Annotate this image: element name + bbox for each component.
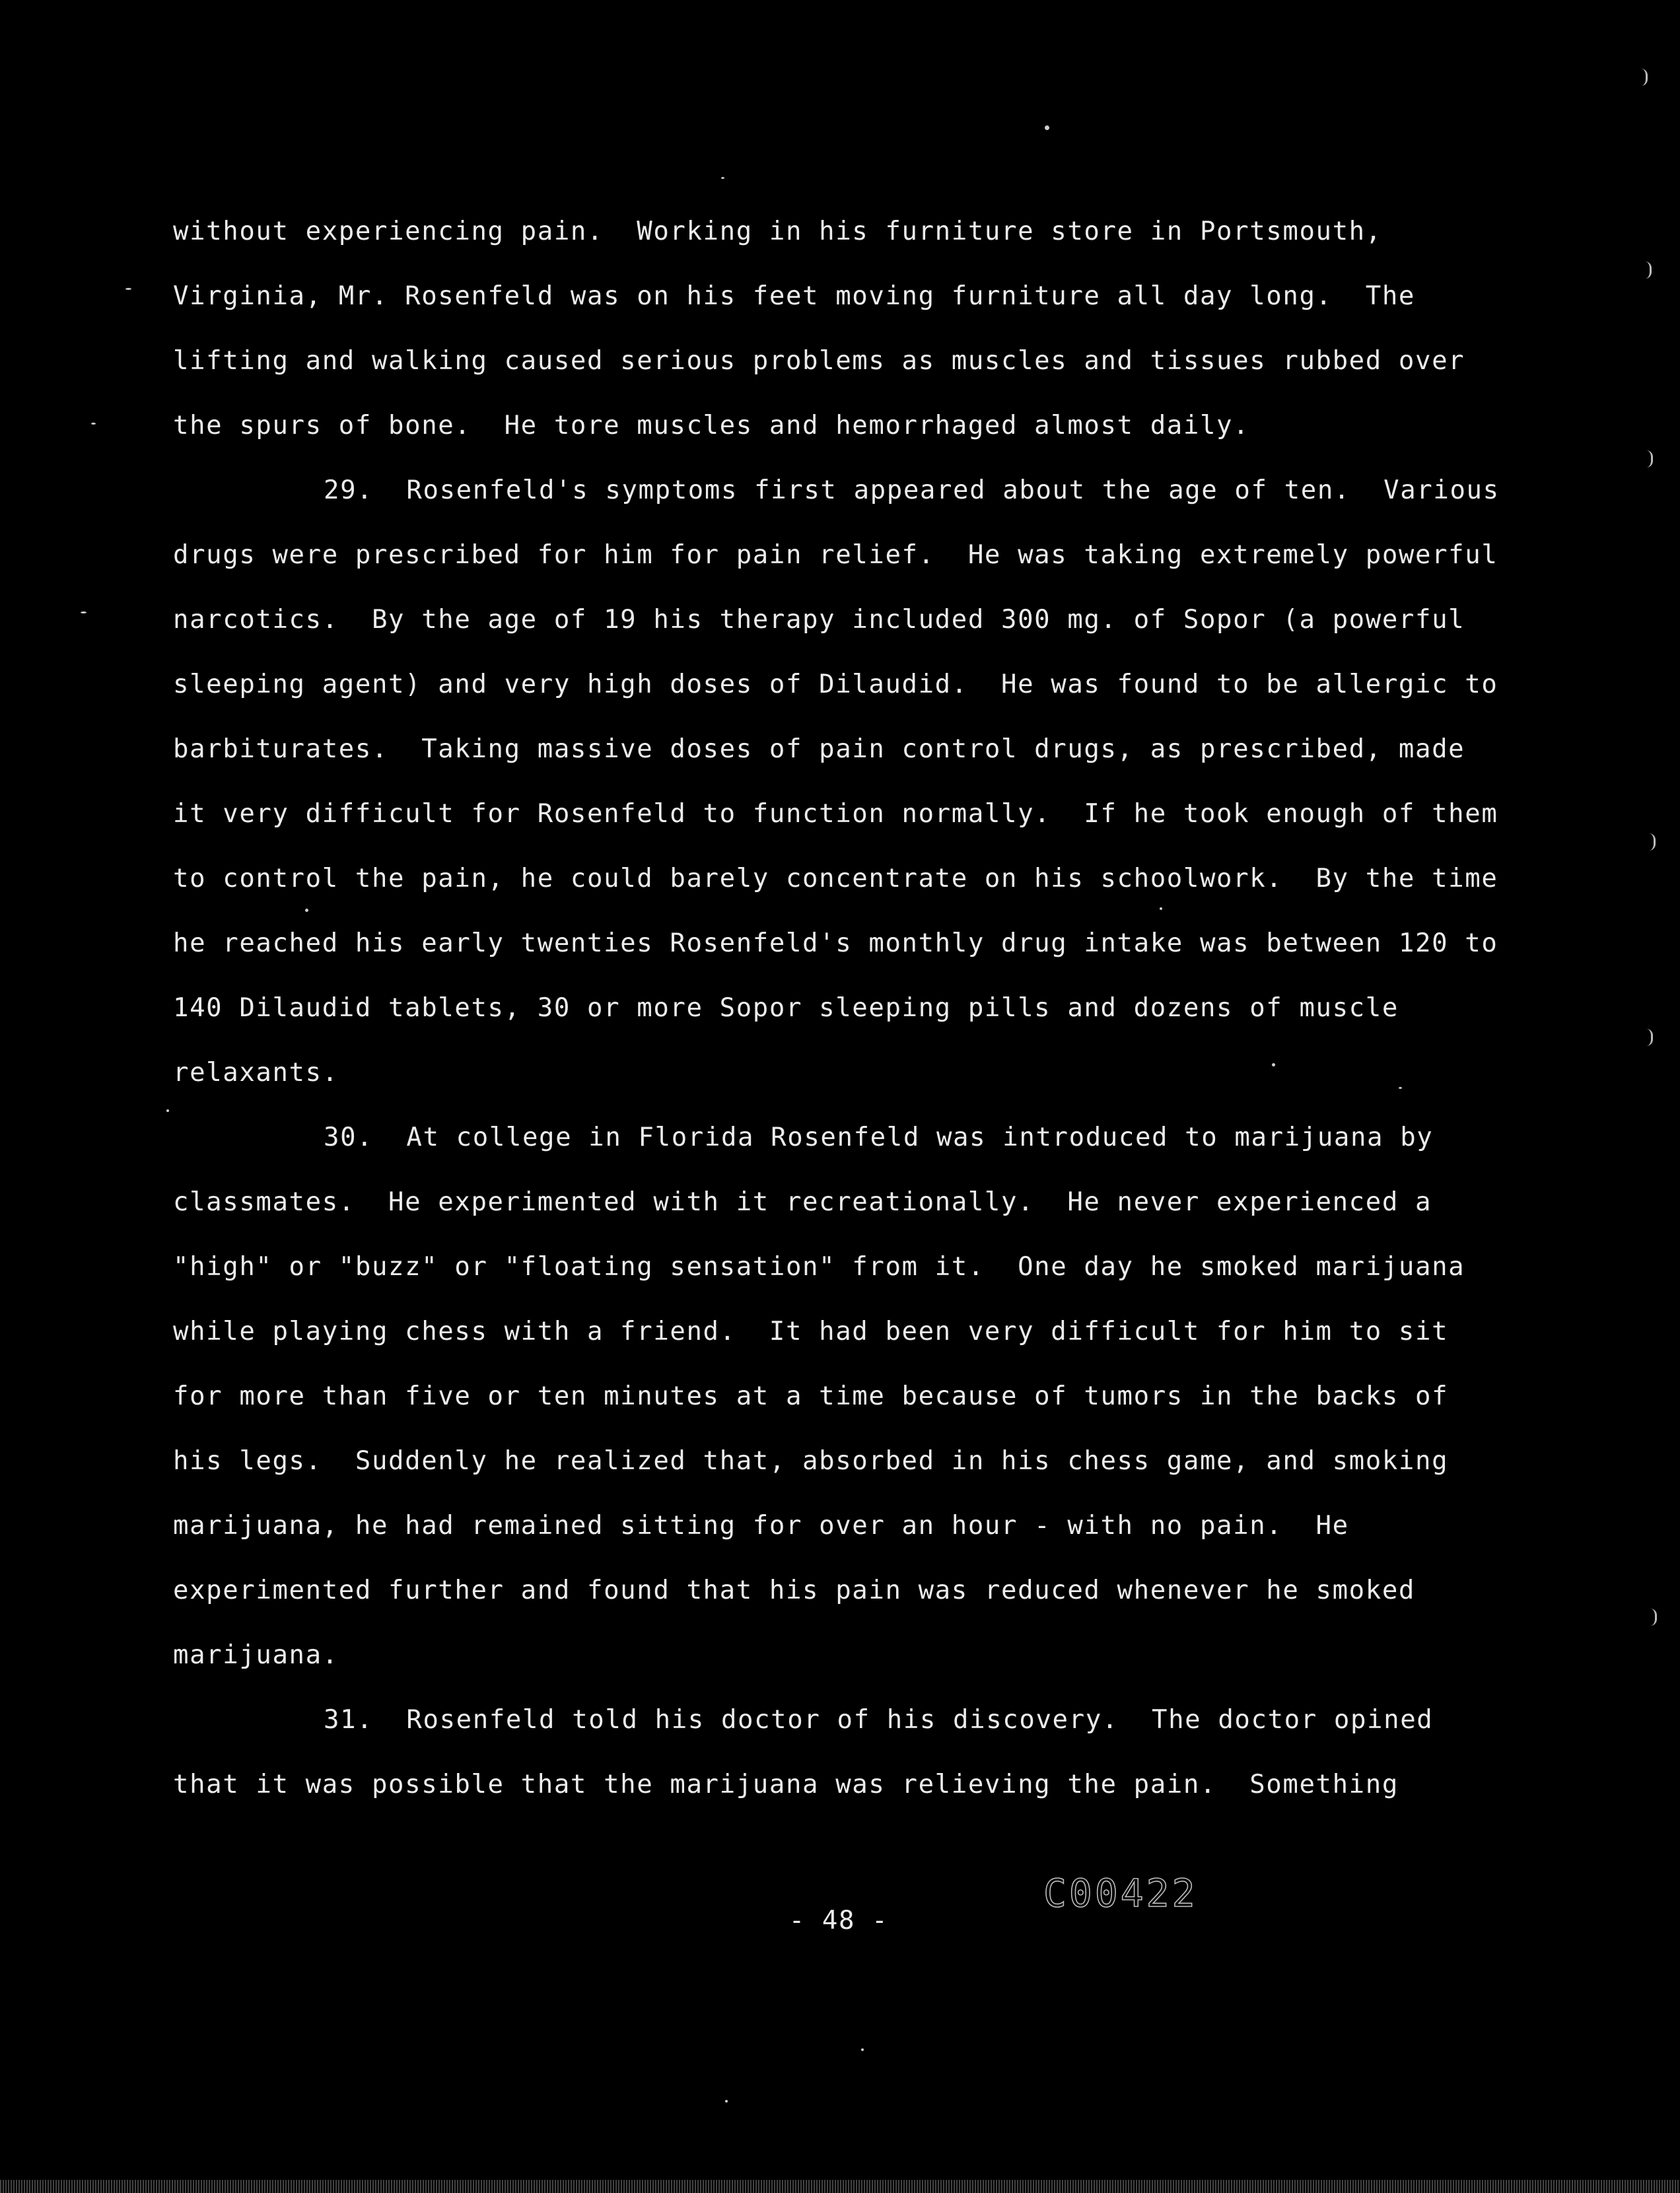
paragraph-number: 29.: [324, 475, 374, 505]
scan-speck: [81, 611, 87, 613]
paragraph-number: 31.: [324, 1705, 374, 1735]
scan-edge-mark: [1646, 1029, 1653, 1046]
text-line: barbiturates. Taking massive doses of pain control drugs, as prescribed, made: [173, 734, 1465, 764]
text-line: Virginia, Mr. Rosenfeld was on his feet moving furniture all day long. The: [173, 281, 1415, 311]
scan-speck: [861, 2048, 864, 2051]
text-line: classmates. He experimented with it recreationally. He never experienced a: [173, 1187, 1432, 1217]
text-line: relaxants.: [173, 1058, 339, 1088]
text-line: marijuana, he had remained sitting for over an hour - with no pain. He: [173, 1511, 1349, 1541]
scan-edge-mark: [1644, 261, 1652, 279]
text-line: drugs were prescribed for him for pain relief. He was taking extremely powerful: [173, 540, 1498, 570]
scan-edge-mark: [1648, 833, 1656, 851]
paragraph-text: Rosenfeld told his doctor of his discovery. The doctor opined: [406, 1705, 1434, 1735]
scan-speck: [125, 288, 131, 290]
text-line: 140 Dilaudid tablets, 30 or more Sopor sleeping pills and dozens of muscle: [173, 993, 1399, 1023]
scan-speck: [1160, 907, 1162, 910]
paragraph-number: 30.: [324, 1123, 374, 1152]
scan-speck: [1399, 1087, 1402, 1089]
body-text: [173, 199, 1533, 1817]
scan-speck: [305, 909, 308, 912]
bates-stamp: C00422: [1043, 1871, 1198, 1916]
scan-speck: [1045, 125, 1049, 130]
text-line: lifting and walking caused serious problems as muscles and tissues rubbed over: [173, 346, 1465, 376]
paragraph-31-first-line: [173, 1688, 1533, 1753]
text-line: the spurs of bone. He tore muscles and hemorrhaged almost daily.: [173, 411, 1250, 440]
text-line: experimented further and found that his pain was reduced whenever he smoked: [173, 1576, 1415, 1605]
text-line: to control the pain, he could barely concentrate on his schoolwork. By the time: [173, 864, 1498, 893]
text-line: marijuana.: [173, 1640, 339, 1670]
text-line: "high" or "buzz" or "floating sensation" from it. One day he smoked marijuana: [173, 1252, 1465, 1282]
text-line: while playing chess with a friend. It had been very difficult for him to sit: [173, 1317, 1449, 1346]
text-line: he reached his early twenties Rosenfeld's monthly drug intake was between 120 to: [173, 928, 1498, 958]
paragraph-text: Rosenfeld's symptoms first appeared about the age of ten. Various: [406, 475, 1500, 505]
scan-bottom-border: [0, 2180, 1680, 2193]
text-line: that it was possible that the marijuana was relieving the pain. Something: [173, 1770, 1399, 1799]
scan-edge-mark: [1640, 69, 1648, 86]
scan-speck: [1272, 1063, 1275, 1066]
scan-speck: [725, 2100, 728, 2103]
text-line: narcotics. By the age of 19 his therapy included 300 mg. of Sopor (a powerful: [173, 605, 1465, 635]
scan-speck: [721, 177, 724, 179]
page-number: - 48 -: [788, 1906, 889, 1935]
paragraph-text: At college in Florida Rosenfeld was introduced to marijuana by: [406, 1123, 1434, 1152]
paragraph-29-first-line: [173, 458, 1533, 523]
text-line: without experiencing pain. Working in his furniture store in Portsmouth,: [173, 217, 1382, 246]
scan-speck: [166, 1109, 169, 1112]
paragraph-30-first-line: [173, 1105, 1533, 1170]
text-line: it very difficult for Rosenfeld to function normally. If he took enough of them: [173, 799, 1498, 829]
text-line: his legs. Suddenly he realized that, absorbed in his chess game, and smoking: [173, 1446, 1449, 1476]
scan-speck: [91, 423, 96, 425]
text-line: for more than five or ten minutes at a time because of tumors in the backs of: [173, 1381, 1449, 1411]
scan-edge-mark: [1650, 1609, 1657, 1626]
scan-edge-mark: [1646, 450, 1653, 468]
text-line: sleeping agent) and very high doses of Dilaudid. He was found to be allergic to: [173, 670, 1498, 699]
